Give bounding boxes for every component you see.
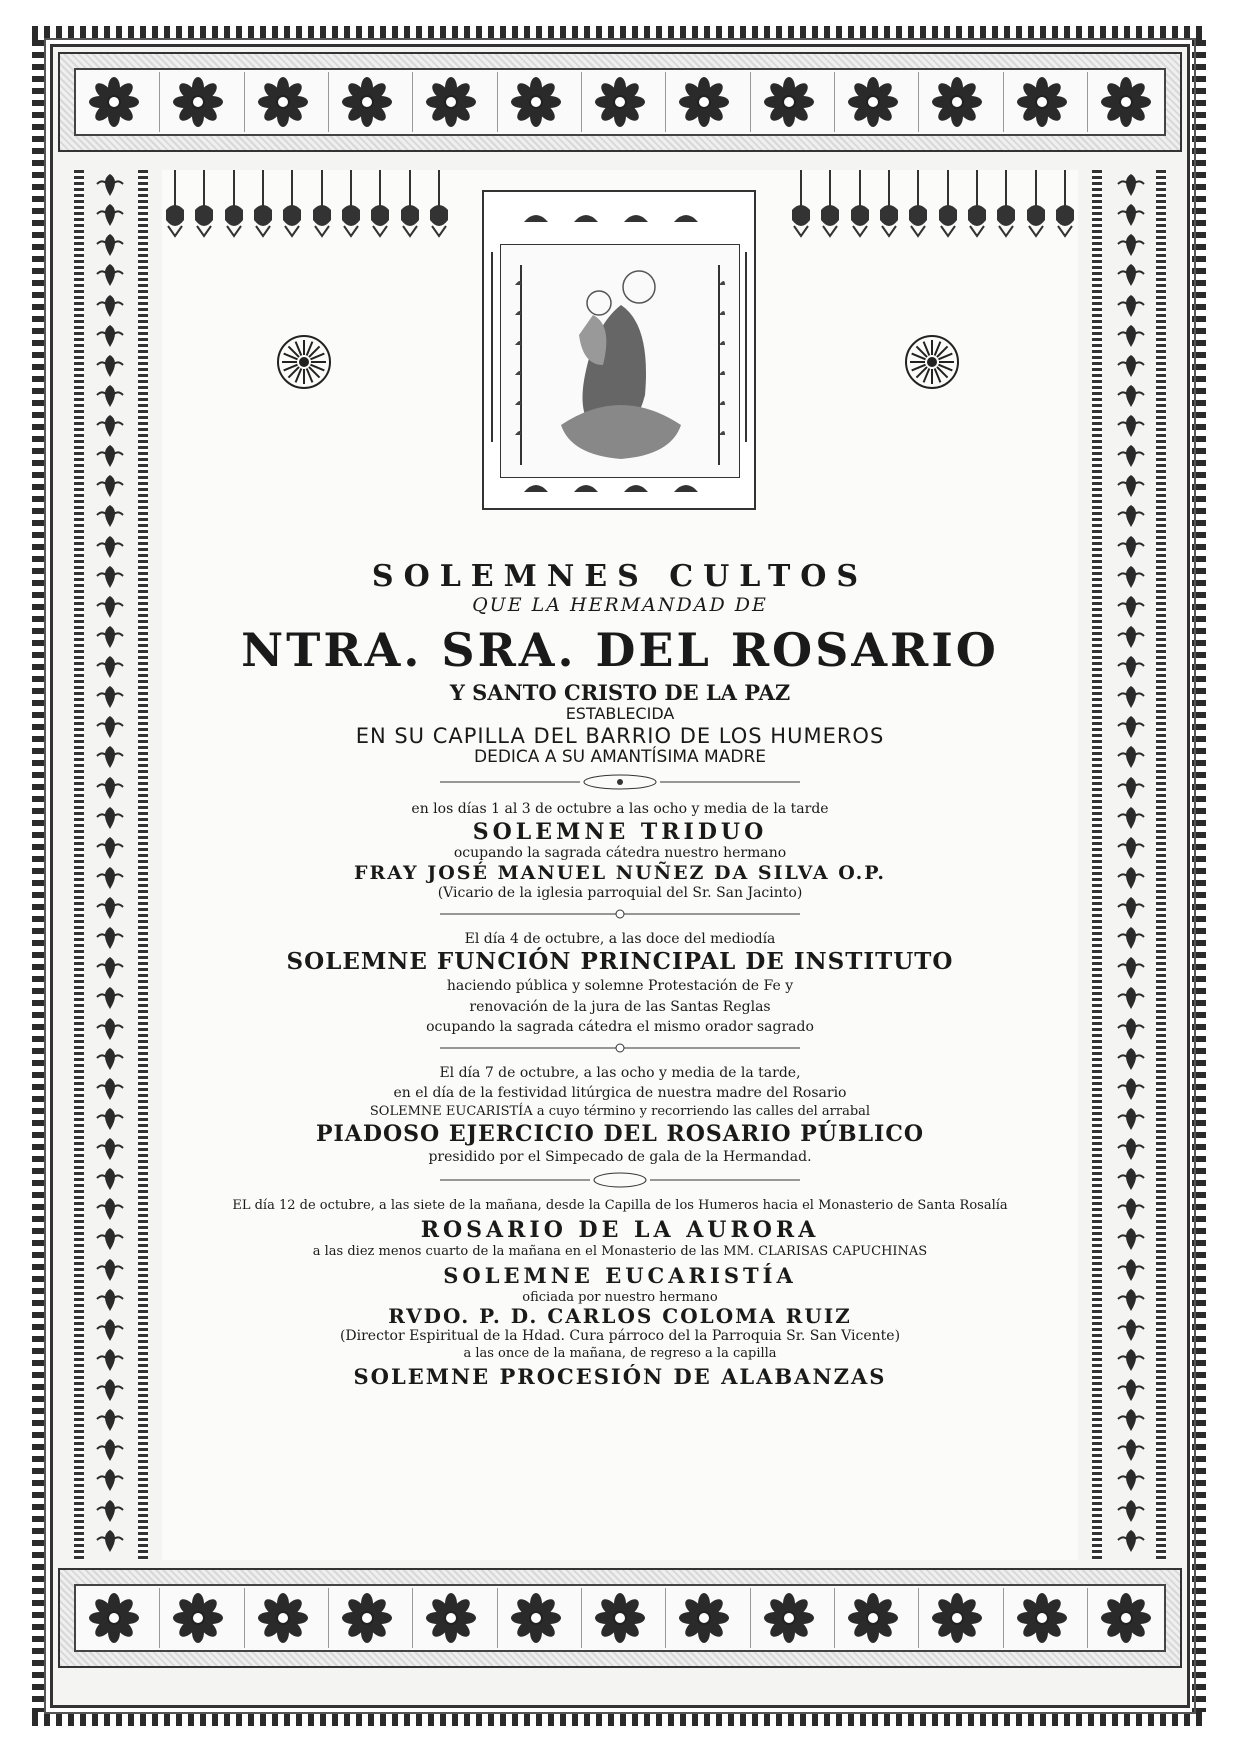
eucaristia-inline: SOLEMNE EUCARISTÍA <box>369 1103 533 1119</box>
vine-leaf-icon <box>93 1196 127 1226</box>
rosario-publico-line3: presidido por el Simpecado de gala de la Hermandad. <box>428 1149 812 1166</box>
right-inner-stripe <box>1092 170 1102 1560</box>
right-outer-stripe <box>1156 170 1166 1560</box>
funcion-line1: haciendo pública y solemne Protestación de Fe y <box>446 978 794 995</box>
vine-leaf-icon <box>93 1166 127 1196</box>
vine-leaf-icon <box>93 744 127 774</box>
vine-leaf-icon <box>1114 353 1148 383</box>
vine-leaf-icon <box>93 684 127 714</box>
funcion-title: SOLEMNE FUNCIÓN PRINCIPAL DE INSTITUTO <box>286 947 954 975</box>
triduo-preacher: FRAY JOSÉ MANUEL NUÑEZ DA SILVA O.P. <box>353 861 887 884</box>
aurora-line1: a las diez menos cuarto de la mañana en el Monasterio de las MM. CLARISAS CAPUCHINAS <box>312 1244 928 1260</box>
band-rosette-icon <box>244 1588 321 1648</box>
vine-leaf-icon <box>93 534 127 564</box>
band-rosette-icon <box>1087 72 1164 132</box>
vine-leaf-icon <box>1114 744 1148 774</box>
band-rosette-icon <box>412 72 489 132</box>
vine-leaf-icon <box>1114 1317 1148 1347</box>
vine-leaf-icon <box>1114 202 1148 232</box>
left-fringe-ornament <box>162 170 452 250</box>
vine-leaf-icon <box>93 865 127 895</box>
vine-leaf-icon <box>1114 925 1148 955</box>
band-rosette-icon <box>497 1588 574 1648</box>
band-rosette-icon <box>328 1588 405 1648</box>
left-inner-stripe <box>138 170 148 1560</box>
aurora-eucaristia: SOLEMNE EUCARISTÍA <box>443 1263 797 1289</box>
vine-leaf-icon <box>93 985 127 1015</box>
fringe-tassel-icon <box>935 170 961 250</box>
vine-leaf-icon <box>93 1317 127 1347</box>
fringe-tassel-icon <box>788 170 814 250</box>
fringe-tassel-icon <box>1023 170 1049 250</box>
fringe-tassel-icon <box>905 170 931 250</box>
right-vine-border <box>1111 172 1151 1558</box>
triduo-preacher-role: (Vicario de la iglesia parroquial del Sr. San Jacinto) <box>437 884 803 901</box>
vine-leaf-icon <box>1114 473 1148 503</box>
vine-leaf-icon <box>93 1347 127 1377</box>
fringe-tassel-icon <box>847 170 873 250</box>
vine-leaf-icon <box>1114 534 1148 564</box>
virgin-and-child-engraving <box>500 244 740 478</box>
vine-leaf-icon <box>93 413 127 443</box>
fringe-tassel-icon <box>221 170 247 250</box>
fringe-tassel-icon <box>964 170 990 250</box>
triduo-title: SOLEMNE TRIDUO <box>472 818 768 845</box>
vine-leaf-icon <box>93 1046 127 1076</box>
vine-leaf-icon <box>1114 293 1148 323</box>
fringe-tassel-icon <box>279 170 305 250</box>
fringe-tassel-icon <box>250 170 276 250</box>
small-divider-icon <box>440 907 800 921</box>
left-outer-stripe <box>74 170 84 1560</box>
vine-leaf-icon <box>93 1377 127 1407</box>
fringe-tassel-icon <box>426 170 452 250</box>
vine-leaf-icon <box>93 503 127 533</box>
location-line: EN SU CAPILLA DEL BARRIO DE LOS HUMEROS <box>355 723 885 748</box>
vine-leaf-icon <box>93 1136 127 1166</box>
band-rosette-icon <box>918 72 995 132</box>
band-rosette-icon <box>244 72 321 132</box>
funcion-line2: renovación de la jura de las Santas Reglas <box>469 998 771 1015</box>
vine-leaf-icon <box>1114 503 1148 533</box>
fringe-tassel-icon <box>993 170 1019 250</box>
band-rosette-icon <box>1087 1588 1164 1648</box>
vine-leaf-icon <box>93 1528 127 1558</box>
vine-leaf-icon <box>93 1106 127 1136</box>
rosario-publico-line2 <box>162 1105 1078 1120</box>
announcement-text <box>162 560 1078 1390</box>
band-rosette-icon <box>159 72 236 132</box>
band-rosette-icon <box>750 1588 827 1648</box>
vine-leaf-icon <box>1114 1347 1148 1377</box>
top-ornament-band <box>58 52 1182 152</box>
bottom-ornament-band <box>58 1568 1182 1668</box>
vine-leaf-icon <box>93 323 127 353</box>
band-rosette-icon <box>834 1588 911 1648</box>
vine-leaf-icon <box>93 293 127 323</box>
vine-leaf-icon <box>1114 895 1148 925</box>
vine-leaf-icon <box>93 1226 127 1256</box>
right-roundel-icon <box>904 334 960 390</box>
vine-leaf-icon <box>1114 865 1148 895</box>
vine-leaf-icon <box>1114 1437 1148 1467</box>
vine-leaf-icon <box>1114 654 1148 684</box>
vine-leaf-icon <box>1114 1407 1148 1437</box>
fringe-tassel-icon <box>397 170 423 250</box>
small-divider-icon-2 <box>440 1041 800 1055</box>
title-solemnes-cultos: SOLEMNES CULTOS <box>371 559 869 594</box>
vine-leaf-icon <box>1114 1196 1148 1226</box>
band-rosette-icon <box>581 72 658 132</box>
vine-leaf-icon <box>1114 714 1148 744</box>
vine-leaf-icon <box>1114 624 1148 654</box>
vine-leaf-icon <box>93 1257 127 1287</box>
aurora-officiant: RVDO. P. D. CARLOS COLOMA RUIZ <box>388 1304 852 1329</box>
rosario-publico-date: El día 7 de octubre, a las ocho y media de la tarde, <box>439 1064 801 1081</box>
band-rosette-icon <box>76 1588 152 1648</box>
aurora-procession: SOLEMNE PROCESIÓN DE ALABANZAS <box>353 1364 887 1390</box>
vine-leaf-icon <box>1114 684 1148 714</box>
virgin-image-frame <box>482 190 756 510</box>
band-rosette-icon <box>412 1588 489 1648</box>
aurora-date: EL día 12 de octubre, a las siete de la mañana, desde la Capilla de los Humeros hacia el Monasterio de Santa Rosalía <box>232 1198 1008 1214</box>
vine-leaf-icon <box>93 955 127 985</box>
vine-leaf-icon <box>93 172 127 202</box>
band-rosette-icon <box>665 72 742 132</box>
vine-leaf-icon <box>1114 1498 1148 1528</box>
vine-leaf-icon <box>1114 1528 1148 1558</box>
vine-leaf-icon <box>1114 1287 1148 1317</box>
vine-leaf-icon <box>1114 1106 1148 1136</box>
band-rosette-icon <box>918 1588 995 1648</box>
band-rosette-icon <box>159 1588 236 1648</box>
vine-leaf-icon <box>1114 1226 1148 1256</box>
fringe-tassel-icon <box>367 170 393 250</box>
established-label: ESTABLECIDA <box>565 704 675 724</box>
vine-leaf-icon <box>93 1407 127 1437</box>
left-vine-border <box>90 172 130 1558</box>
dedication-line: DEDICA A SU AMANTÍSIMA MADRE <box>474 746 766 767</box>
vine-leaf-icon <box>1114 172 1148 202</box>
vine-leaf-icon <box>1114 1136 1148 1166</box>
vine-leaf-icon <box>93 624 127 654</box>
vine-leaf-icon <box>1114 262 1148 292</box>
vine-leaf-icon <box>1114 1377 1148 1407</box>
rosario-publico-line1: en el día de la festividad litúrgica de nuestra madre del Rosario <box>393 1084 847 1101</box>
vine-leaf-icon <box>93 1076 127 1106</box>
vine-leaf-icon <box>93 775 127 805</box>
virgin-and-child-icon <box>501 245 739 477</box>
vine-leaf-icon <box>1114 383 1148 413</box>
line2-rest: a cuyo término y recorriendo las calles del arrabal <box>536 1103 871 1119</box>
vine-leaf-icon <box>1114 443 1148 473</box>
left-roundel-icon <box>276 334 332 390</box>
band-rosette-icon <box>328 72 405 132</box>
fringe-tassel-icon <box>309 170 335 250</box>
vine-leaf-icon <box>1114 323 1148 353</box>
band-rosette-icon <box>76 72 152 132</box>
fringe-tassel-icon <box>191 170 217 250</box>
vine-leaf-icon <box>93 925 127 955</box>
brotherhood-subtitle: Y SANTO CRISTO DE LA PAZ <box>449 680 791 706</box>
vine-leaf-icon <box>93 262 127 292</box>
fringe-tassel-icon <box>876 170 902 250</box>
vine-leaf-icon <box>1114 1166 1148 1196</box>
vine-leaf-icon <box>93 443 127 473</box>
vine-leaf-icon <box>93 714 127 744</box>
vine-leaf-icon <box>1114 1257 1148 1287</box>
vine-leaf-icon <box>93 594 127 624</box>
right-fringe-ornament <box>788 170 1078 250</box>
vine-leaf-icon <box>1114 835 1148 865</box>
vine-leaf-icon <box>1114 594 1148 624</box>
vine-leaf-icon <box>1114 1467 1148 1497</box>
vine-leaf-icon <box>93 805 127 835</box>
band-rosette-icon <box>750 72 827 132</box>
ornamental-divider-icon-2 <box>440 1171 800 1189</box>
aurora-procession-time: a las once de la mañana, de regreso a la capilla <box>463 1345 777 1361</box>
funcion-date: El día 4 de octubre, a las doce del mediodía <box>464 930 776 947</box>
vine-leaf-icon <box>93 1016 127 1046</box>
vine-leaf-icon <box>93 202 127 232</box>
vine-leaf-icon <box>1114 564 1148 594</box>
vine-leaf-icon <box>93 232 127 262</box>
vine-leaf-icon <box>93 654 127 684</box>
vine-leaf-icon <box>93 564 127 594</box>
vine-leaf-icon <box>1114 413 1148 443</box>
fringe-tassel-icon <box>338 170 364 250</box>
fringe-tassel-icon <box>1052 170 1078 250</box>
rosario-publico-title: PIADOSO EJERCICIO DEL ROSARIO PÚBLICO <box>315 1120 925 1147</box>
band-rosette-icon <box>581 1588 658 1648</box>
aurora-officiant-intro: oficiada por nuestro hermano <box>522 1289 718 1305</box>
vine-leaf-icon <box>93 1467 127 1497</box>
band-rosette-icon <box>1003 72 1080 132</box>
triduo-preacher-intro: ocupando la sagrada cátedra nuestro hermano <box>453 844 787 861</box>
top-rosette-row <box>74 68 1166 136</box>
title-que-la-hermandad: QUE LA HERMANDAD DE <box>472 593 768 616</box>
aurora-officiant-role: (Director Espiritual de la Hdad. Cura párroco del la Parroquia Sr. San Vicente) <box>339 1328 901 1345</box>
vine-leaf-icon <box>93 473 127 503</box>
vine-leaf-icon <box>93 1437 127 1467</box>
vine-leaf-icon <box>1114 955 1148 985</box>
vine-leaf-icon <box>1114 985 1148 1015</box>
fringe-tassel-icon <box>817 170 843 250</box>
bottom-rosette-row <box>74 1584 1166 1652</box>
brotherhood-name: NTRA. SRA. DEL ROSARIO <box>241 623 999 678</box>
aurora-title: ROSARIO DE LA AURORA <box>420 1217 820 1244</box>
vine-leaf-icon <box>93 383 127 413</box>
vine-leaf-icon <box>93 1498 127 1528</box>
vine-leaf-icon <box>1114 1016 1148 1046</box>
band-rosette-icon <box>1003 1588 1080 1648</box>
vine-leaf-icon <box>93 835 127 865</box>
funcion-line3: ocupando la sagrada cátedra el mismo orador sagrado <box>426 1018 814 1035</box>
vine-leaf-icon <box>1114 232 1148 262</box>
vine-leaf-icon <box>1114 775 1148 805</box>
vine-leaf-icon <box>93 353 127 383</box>
vine-leaf-icon <box>93 895 127 925</box>
band-rosette-icon <box>665 1588 742 1648</box>
band-rosette-icon <box>834 72 911 132</box>
vine-leaf-icon <box>1114 1046 1148 1076</box>
triduo-dates: en los días 1 al 3 de octubre a las ocho y media de la tarde <box>411 801 829 818</box>
band-rosette-icon <box>497 72 574 132</box>
vine-leaf-icon <box>1114 805 1148 835</box>
ornamental-divider-icon <box>440 773 800 791</box>
vine-leaf-icon <box>93 1287 127 1317</box>
fringe-tassel-icon <box>162 170 188 250</box>
vine-leaf-icon <box>1114 1076 1148 1106</box>
